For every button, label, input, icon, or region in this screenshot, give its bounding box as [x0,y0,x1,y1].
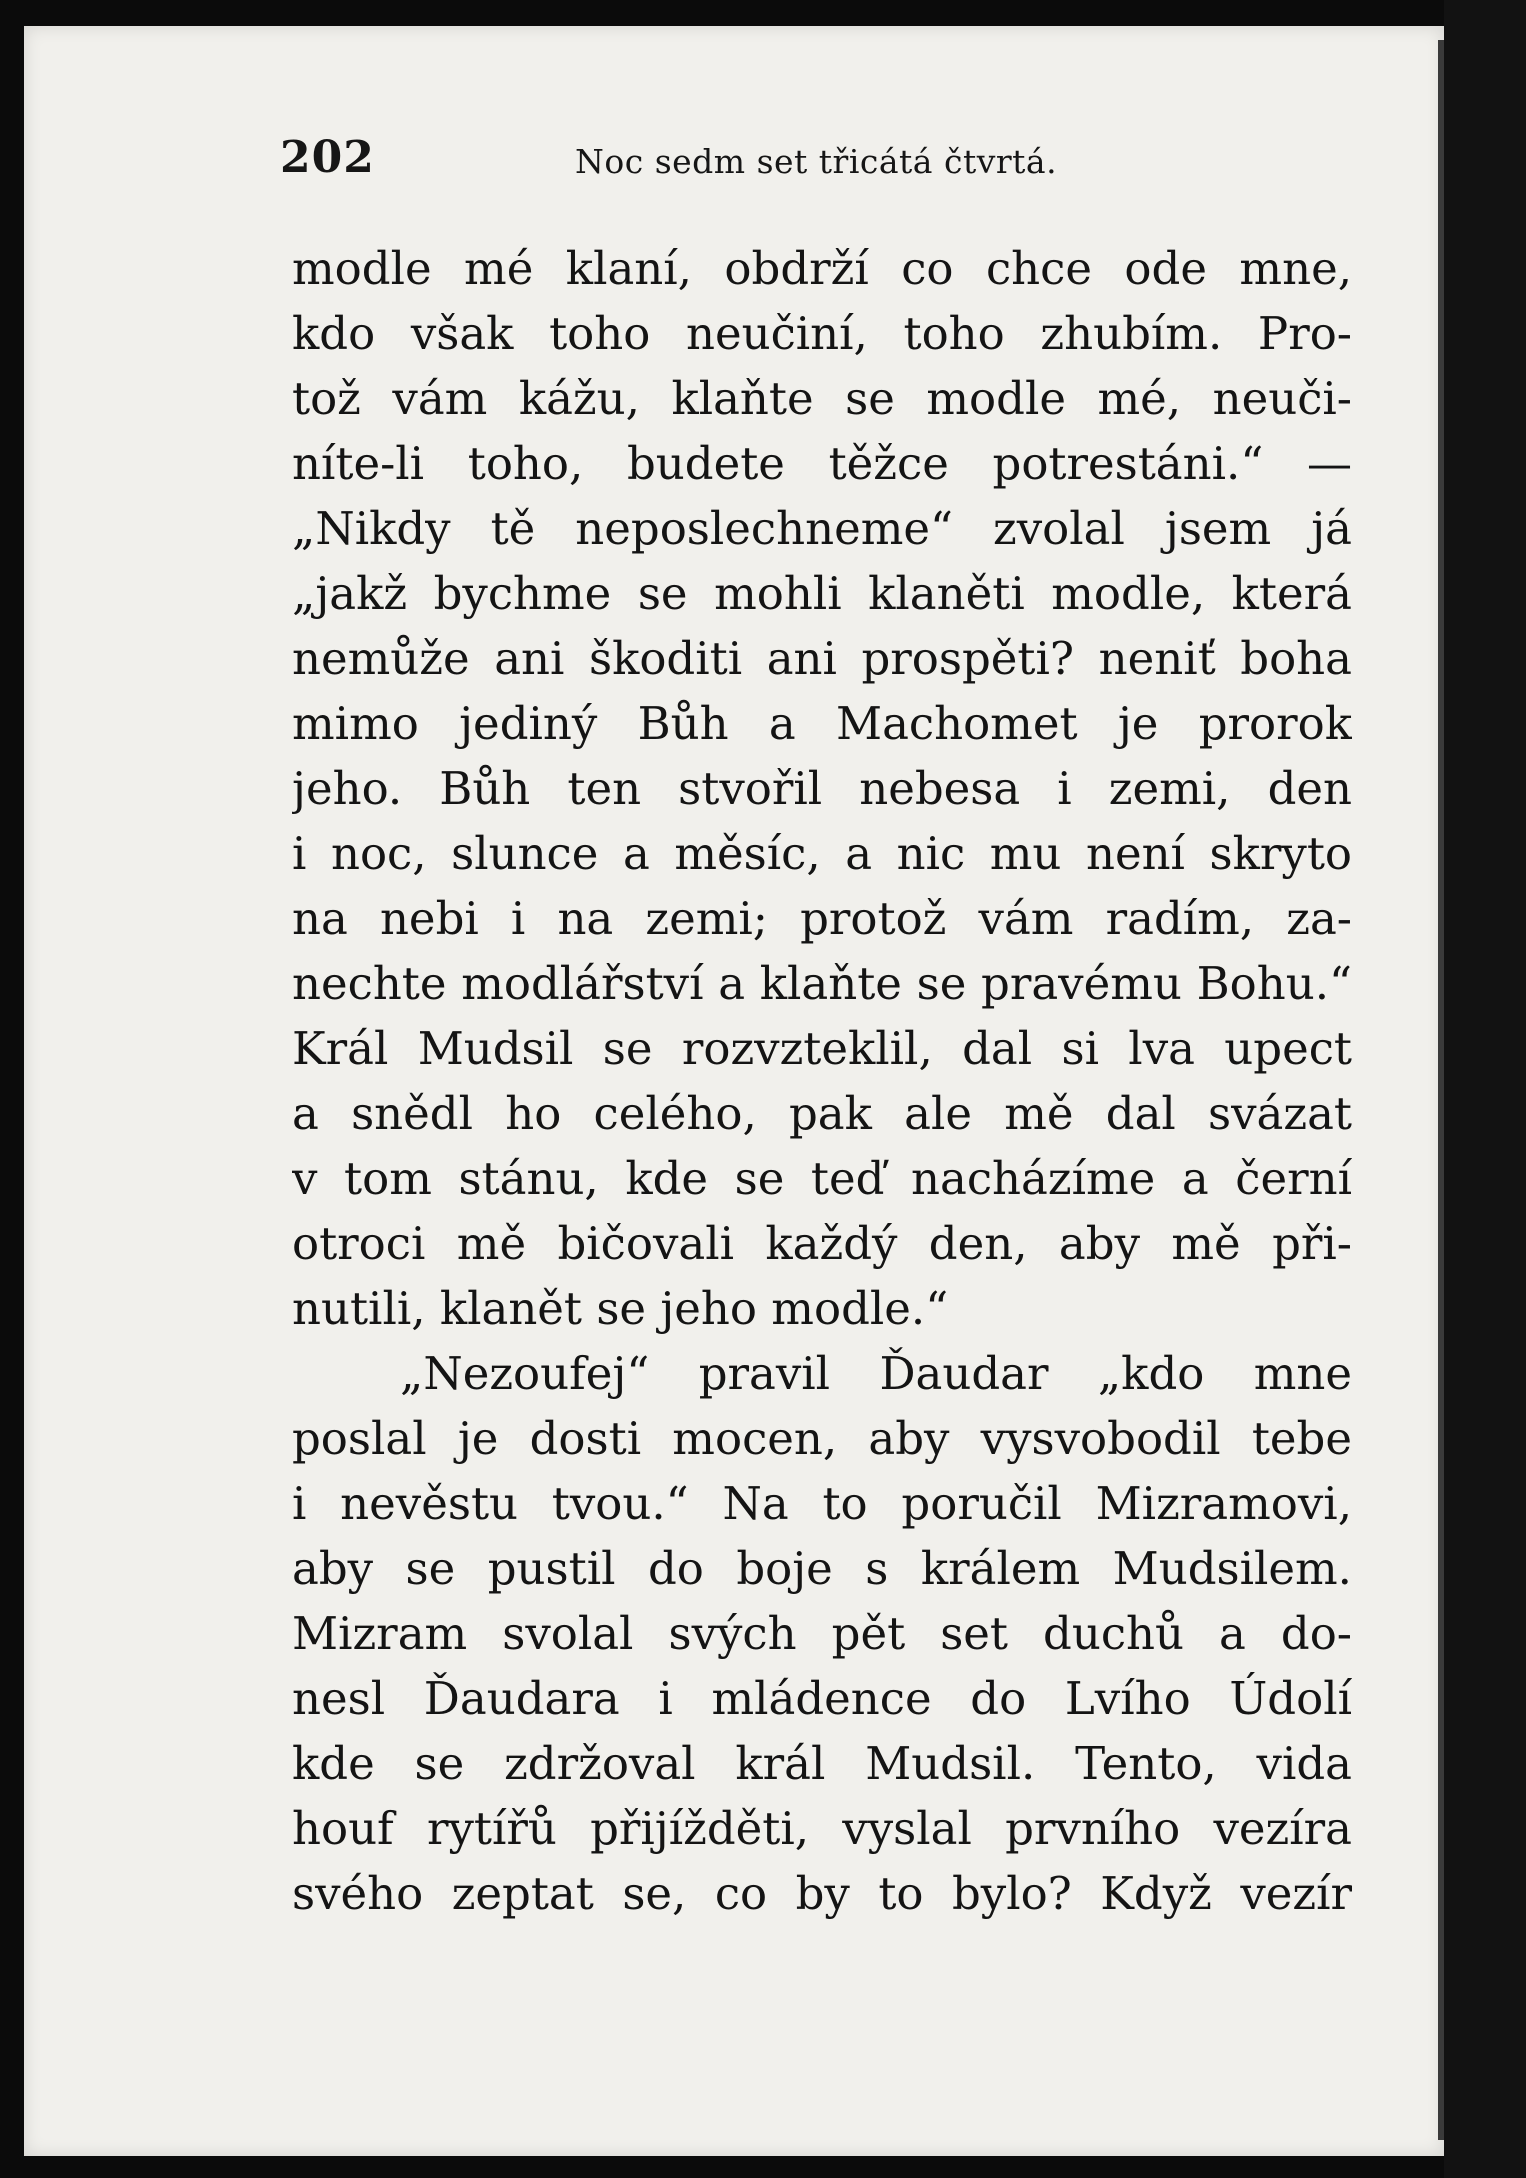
page-header [280,132,1370,192]
text-line: Mizram svolal svých pět set duchů a do- [292,1607,1352,1660]
text-line: mimo jediný Bůh a Machomet je prorok [292,697,1352,750]
text-line: a snědl ho celého, pak ale mě dal svázat [292,1087,1352,1140]
text-line: jeho. Bůh ten stvořil nebesa i zemi, den [292,762,1352,815]
text-line: tož vám kážu, klaňte se modle mé, neuči- [292,372,1352,425]
body-text [292,236,1352,1926]
text-line: i nevěstu tvou.“ Na to poručil Mizramovi, [292,1477,1352,1530]
text-line: nemůže ani škoditi ani prospěti? neniť boha [292,632,1352,685]
text-line: modle mé klaní, obdrží co chce ode mne, [292,242,1352,295]
text-line: na nebi i na zemi; protož vám radím, za- [292,892,1352,945]
text-line: houf rytířů přijížděti, vyslal prvního vezíra [292,1802,1352,1855]
text-line: „Nezoufej“ pravil Ďaudar „kdo mne [400,1347,1352,1400]
text-line: otroci mě bičovali každý den, aby mě při- [292,1217,1352,1270]
text-line: „Nikdy tě neposlechneme“ zvolal jsem já [292,502,1352,555]
text-line: kdo však toho neučiní, toho zhubím. Pro- [292,307,1352,360]
text-line: nesl Ďaudara i mládence do Lvího Údolí [292,1672,1352,1725]
page-number: 202 [280,132,375,183]
text-line: kde se zdržoval král Mudsil. Tento, vida [292,1737,1352,1790]
text-line: nutili, klanět se jeho modle.“ [292,1282,949,1335]
text-line: svého zeptat se, co by to bylo? Když vezír [292,1867,1352,1920]
text-line: poslal je dosti mocen, aby vysvobodil tebe [292,1412,1352,1465]
text-line: „jakž bychme se mohli klaněti modle, která [292,567,1352,620]
text-line: i noc, slunce a měsíc, a nic mu není skryto [292,827,1352,880]
text-line: níte-li toho, budete těžce potrestáni.“ — [292,437,1352,490]
running-title: Noc sedm set třicátá čtvrtá. [575,142,1058,181]
text-line: v tom stánu, kde se teď nacházíme a černí [292,1152,1352,1205]
text-line: Král Mudsil se rozvzteklil, dal si lva upect [292,1022,1352,1075]
text-line: nechte modlářství a klaňte se pravému Bohu.“ [292,957,1352,1010]
text-line: aby se pustil do boje s králem Mudsilem. [292,1542,1352,1595]
book-spine [1444,0,1526,2178]
